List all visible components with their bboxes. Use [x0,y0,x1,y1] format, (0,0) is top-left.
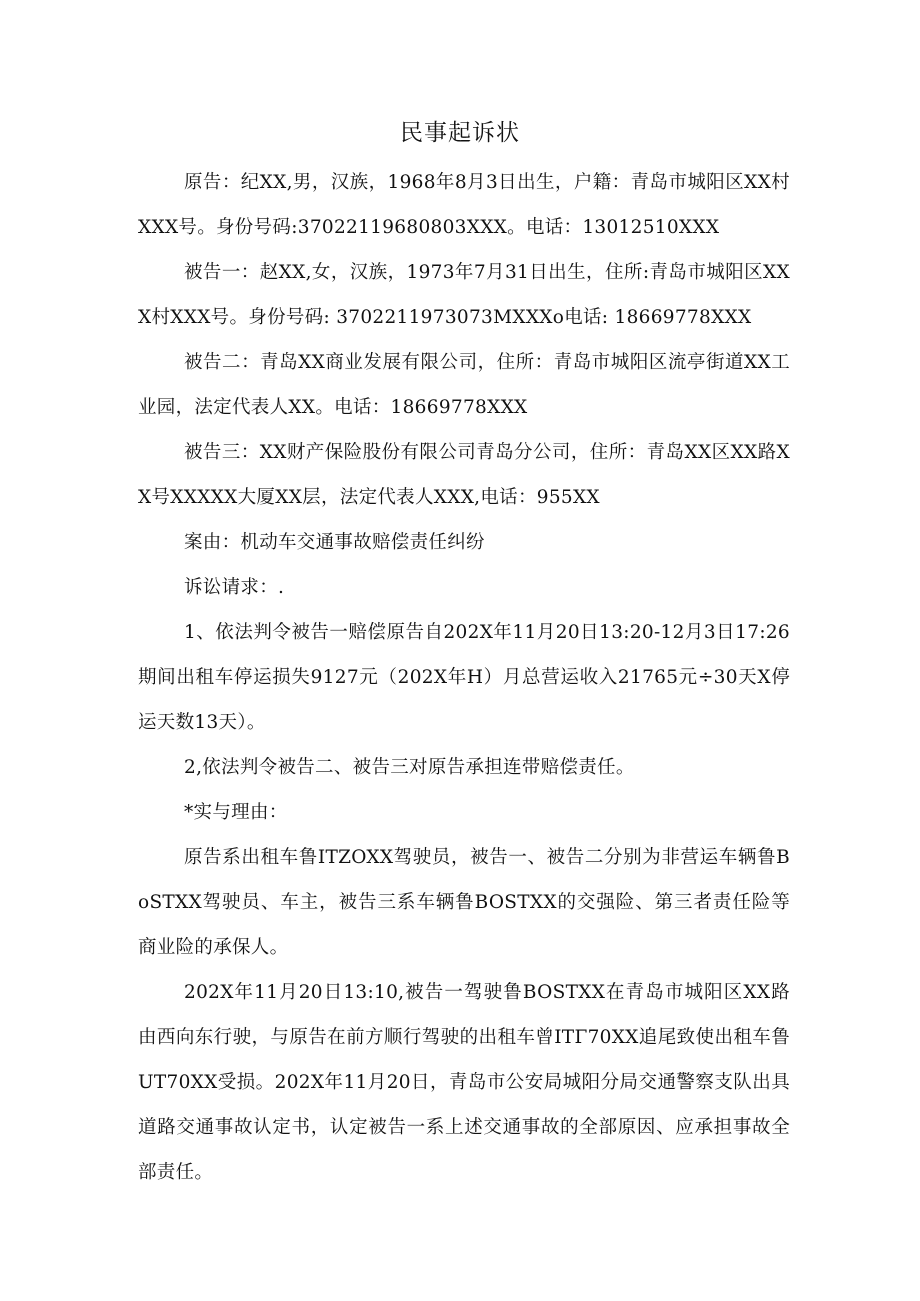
defendant-one-paragraph: 被告一：赵XX,女，汉族，1973年7月31日出生，住所:青岛市城阳区XXX村XXX号。身份号码: 3702211973073MXXXo电话: 18669778XXX [138,262,790,328]
plaintiff-paragraph: 原告：纪XX,男，汉族，1968年8月3日出生，户籍：青岛市城阳区XX村XXX号。身份号码:37022119680803XXX。电话：13012510XXX [138,172,790,238]
claim-item-2: 2,依法判令被告二、被告三对原告承担连带赔偿责任。 [184,757,635,778]
document-title: 民事起诉状 [400,120,520,146]
defendant-two-paragraph: 被告二：青岛XX商业发展有限公司，住所：青岛市城阳区流亭街道XX工业园，法定代表人XX。电话：18669778XXX [138,352,790,418]
claims-heading: 诉讼请求：. [184,577,285,598]
facts-paragraph-2: 202X年11月20日13:10,被告一驾驶鲁BOSTXX在青岛市城阳区XX路由西向东行驶，与原告在前方顺行驾驶的出租车曾ITΓ70XX追尾致使出租车鲁UT70XX受损。202X年11月20日，青岛市公安局城阳分局交通警察支队出具道路交通事故认定书，认定被告一系上述交通事故的全部原因、应承担事故全部责任。 [138,982,790,1183]
case-cause-paragraph: 案由：机动车交通事故赔偿责任纠纷 [184,532,485,553]
defendant-three-paragraph: 被告三：XX财产保险股份有限公司青岛分公司，住所：青岛XX区XX路XX号XXXXX大厦XX层，法定代表人XXX,电话：955XX [138,442,790,508]
facts-heading: *实与理由： [184,802,288,823]
facts-paragraph-1: 原告系出租车鲁ITZOXX驾驶员，被告一、被告二分别为非营运车辆鲁BoSTXX驾驶员、车主，被告三系车辆鲁BOSTXX的交强险、第三者责任险等商业险的承保人。 [138,847,790,958]
document-body [138,160,790,1195]
claim-item-1: 1、依法判令被告一赔偿原告自202X年11月20日13:20-12月3日17:26期间出租车停运损失9127元（202X年H）月总营运收入21765元÷30天X停运天数13天）。 [138,622,790,733]
